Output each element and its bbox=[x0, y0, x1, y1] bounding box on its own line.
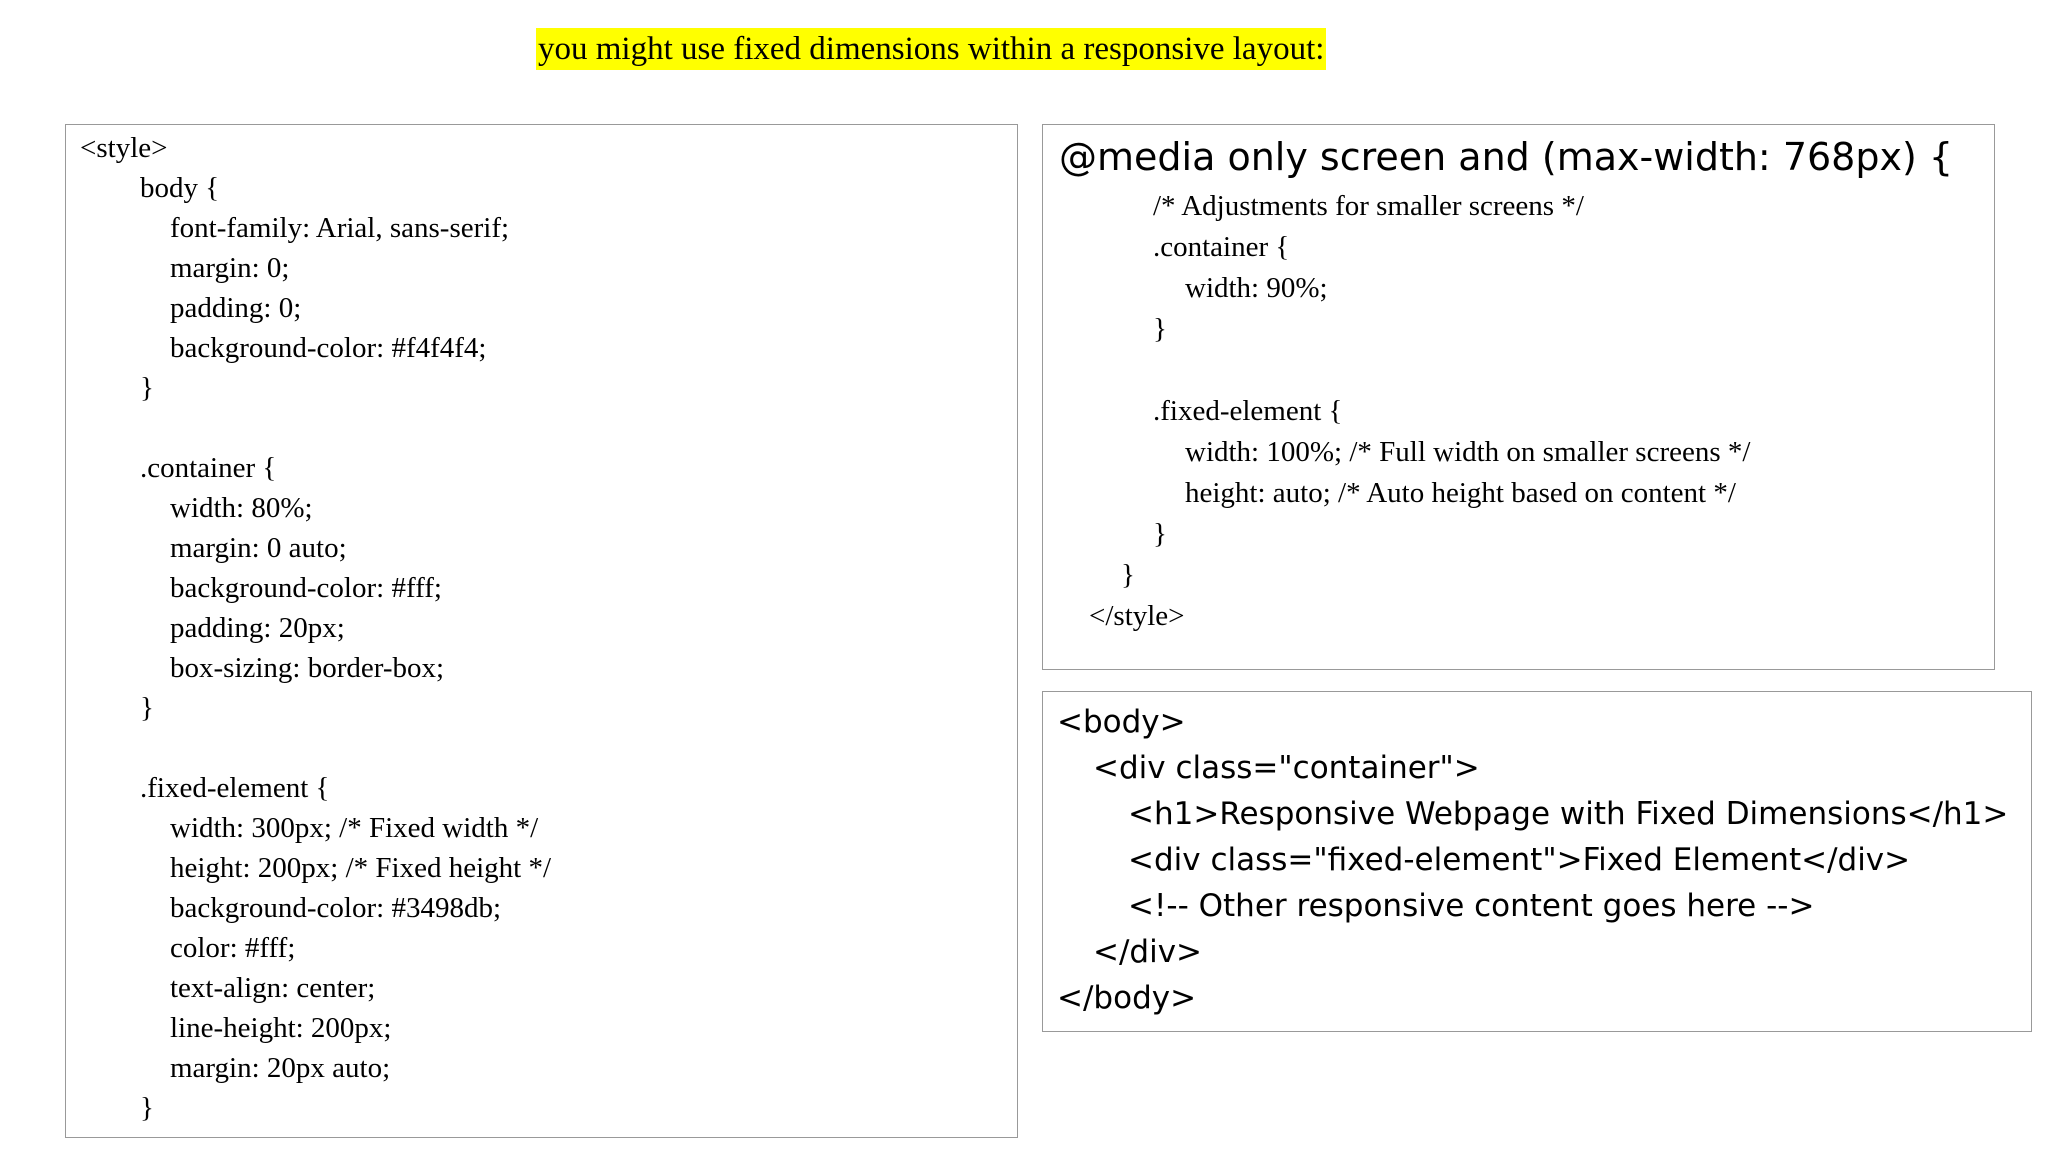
media-query-heading: @media only screen and (max-width: 768px) { bbox=[1059, 135, 1954, 179]
html-body-code-box bbox=[1042, 691, 2032, 1032]
code-line: body { bbox=[140, 172, 220, 204]
code-line: <!-- Other responsive content goes here --> bbox=[1128, 888, 1815, 924]
code-line: .container { bbox=[140, 452, 277, 484]
code-line: } bbox=[1153, 313, 1167, 345]
code-line: } bbox=[1121, 559, 1135, 591]
code-line: </body> bbox=[1057, 980, 1197, 1016]
code-line: } bbox=[140, 692, 154, 724]
code-line: height: 200px; /* Fixed height */ bbox=[170, 852, 552, 884]
code-line: padding: 20px; bbox=[170, 612, 345, 644]
code-line: background-color: #3498db; bbox=[170, 892, 502, 924]
code-line: margin: 0; bbox=[170, 252, 290, 284]
code-line: width: 300px; /* Fixed width */ bbox=[170, 812, 539, 844]
code-line: </div> bbox=[1093, 934, 1203, 970]
code-line: } bbox=[140, 1092, 154, 1124]
code-line: width: 80%; bbox=[170, 492, 313, 524]
code-line: } bbox=[1153, 518, 1167, 550]
code-line: /* Adjustments for smaller screens */ bbox=[1153, 190, 1584, 222]
code-line: <div class="container"> bbox=[1093, 750, 1480, 786]
code-line: line-height: 200px; bbox=[170, 1012, 392, 1044]
code-line: <h1>Responsive Webpage with Fixed Dimensions</h1> bbox=[1128, 796, 2009, 832]
code-line: width: 90%; bbox=[1185, 272, 1328, 304]
code-line: <style> bbox=[80, 132, 168, 164]
code-line: margin: 0 auto; bbox=[170, 532, 347, 564]
code-line: background-color: #f4f4f4; bbox=[170, 332, 487, 364]
code-line: <body> bbox=[1057, 704, 1186, 740]
code-line: .fixed-element { bbox=[140, 772, 330, 804]
code-line: .container { bbox=[1153, 231, 1290, 263]
code-line: text-align: center; bbox=[170, 972, 376, 1004]
code-line: } bbox=[140, 372, 154, 404]
code-line: color: #fff; bbox=[170, 932, 296, 964]
css-code-box bbox=[65, 124, 1018, 1138]
media-query-code-box bbox=[1042, 124, 1995, 670]
code-line: <div class="fixed-element">Fixed Element</div> bbox=[1128, 842, 1911, 878]
code-line: font-family: Arial, sans-serif; bbox=[170, 212, 510, 244]
code-line: background-color: #fff; bbox=[170, 572, 442, 604]
code-line: height: auto; /* Auto height based on content */ bbox=[1185, 477, 1736, 509]
code-line: </style> bbox=[1089, 600, 1185, 632]
code-line: padding: 0; bbox=[170, 292, 302, 324]
code-line: margin: 20px auto; bbox=[170, 1052, 391, 1084]
code-line: box-sizing: border-box; bbox=[170, 652, 445, 684]
code-line: width: 100%; /* Full width on smaller screens */ bbox=[1185, 436, 1751, 468]
code-line: .fixed-element { bbox=[1153, 395, 1343, 427]
slide-caption: you might use fixed dimensions within a responsive layout: bbox=[536, 28, 1326, 70]
